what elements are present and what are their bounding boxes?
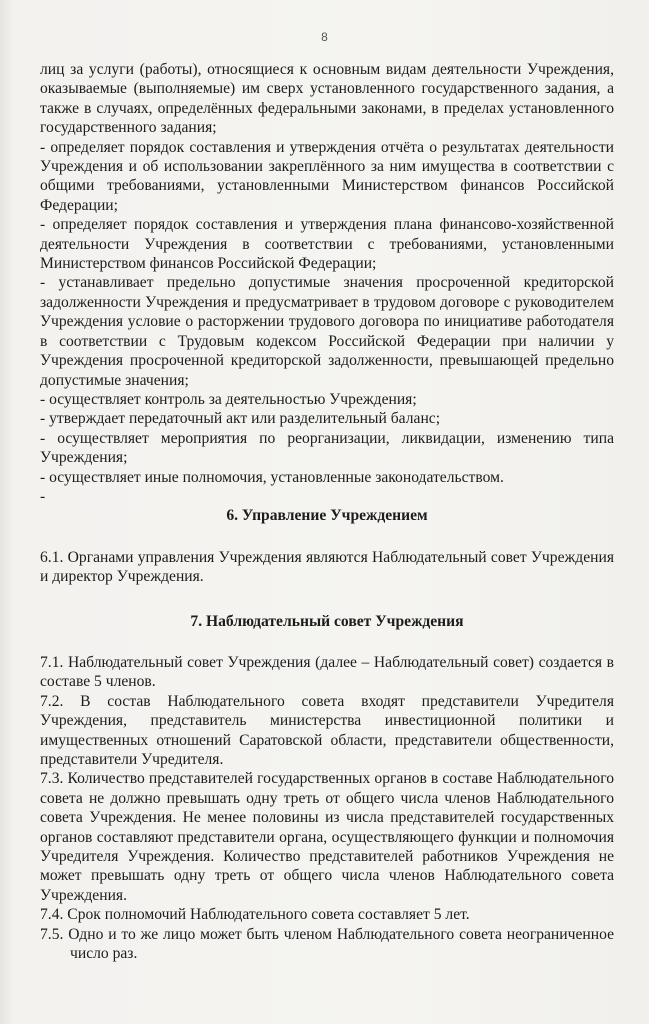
section-7-heading: 7. Наблюдательный совет Учреждения (190, 612, 464, 630)
clause-6-1: 6.1. Органами управления Учреждения являются Наблюдательный совет Учреждения и директор Учреждения. (40, 548, 614, 586)
clause-7-1: 7.1. Наблюдательный совет Учреждения (далее – Наблюдательный совет) создается в составе 5 членов. (40, 653, 614, 691)
clause-7-5: 7.5. Одно и то же лицо может быть членом Наблюдательного совета неограниченное число раз. (40, 925, 614, 963)
clause-7-4: 7.4. Срок полномочий Наблюдательного совета составляет 5 лет. (40, 906, 470, 924)
list-item: - определяет порядок составления и утверждения отчёта о результатах деятельности Учреждения и об использовании закреплённого за ним имущества в соответствии с общими требованиями, установленными Министерством финансов Российской Федерации; (40, 138, 614, 214)
page-number: 8 (321, 30, 328, 44)
list-item: - осуществляет контроль за деятельностью Учреждения; (40, 390, 417, 408)
paragraph: лиц за услуги (работы), относящиеся к основным видам деятельности Учреждения, оказываемые (выполняемые) им сверх установленного государственного задания, а также в случаях, определённых федеральными законами, в пределах установленного государственного задания; (40, 61, 614, 137)
list-item: - определяет порядок составления и утверждения плана финансово-хозяйственной деятельности Учреждения в соответствии с требованиями, установленными Министерством финансов Российской Федерации; (40, 216, 614, 273)
list-item: - устанавливает предельно допустимые значения просроченной кредиторской задолженности Учреждения и предусматривает в трудовом договоре с руководителем Учреждения условие о расторжении трудового договора по инициативе работодателя в соответствии с Трудовым кодексом Российской Федерации при наличии у Учреждения просроченной кредиторской задолженности, превышающей предельно допустимые значения; (40, 274, 614, 389)
list-item: - осуществляет мероприятия по реорганизации, ликвидации, изменению типа Учреждения; (40, 429, 614, 467)
clause-7-3: 7.3. Количество представителей государственных органов в составе Наблюдательного совета не должно превышать одну треть от общего числа членов Наблюдательного совета Учреждения. Не менее половины из числа представителей государственных органов составляют представители органа, осуществляющего функции и полномочия Учредителя Учреждения. Количество представителей работников Учреждения не может превышать одну треть от общего числа членов Наблюдательного совета Учреждения. (40, 770, 614, 904)
list-item: - (40, 487, 46, 505)
list-item: - утверждает передаточный акт или разделительный баланс; (40, 410, 441, 428)
list-item: - осуществляет иные полномочия, установленные законодательством. (40, 468, 504, 486)
clause-7-2: 7.2. В состав Наблюдательного совета входят представители Учредителя Учреждения, представитель министерства инвестиционной политики и имущественных отношений Саратовской области, представители общественности, представители Учредителя. (40, 692, 614, 768)
section-6-heading: 6. Управление Учреждением (226, 507, 428, 525)
document-body (40, 60, 614, 963)
